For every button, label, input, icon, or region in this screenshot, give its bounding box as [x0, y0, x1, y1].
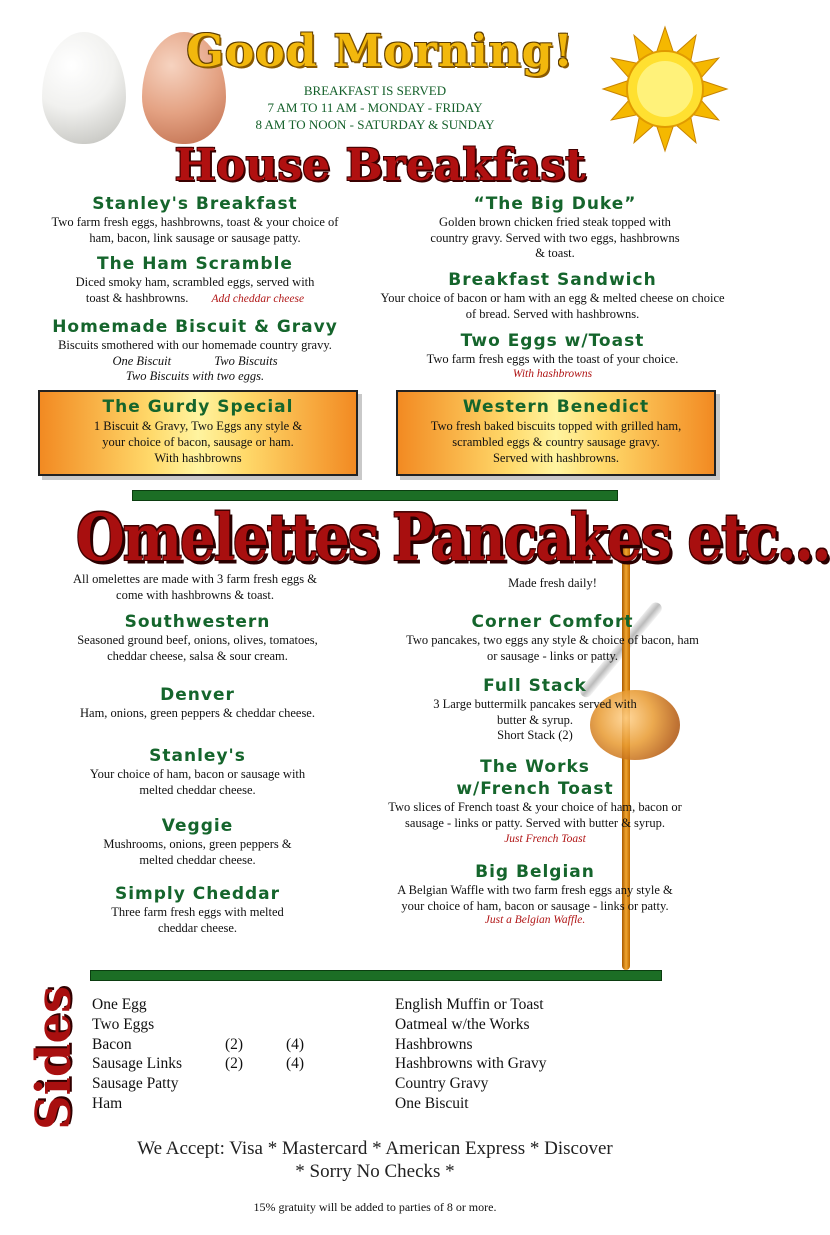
menu-item-simply-cheddar [30, 883, 365, 936]
intro-text: All omelettes are made with 3 farm fresh eggs & come with hashbrowns & toast. [72, 572, 318, 602]
item-description: A Belgian Waffle with two farm fresh eggs any style & your choice of ham, bacon or sausage - links or patty. [397, 883, 673, 913]
item-name: The Ham Scramble [97, 254, 293, 274]
side-item: Country Gravy [395, 1075, 489, 1093]
short-stack-option: Short Stack (2) [497, 728, 573, 742]
menu-item-southwestern [30, 611, 365, 664]
item-description: Your choice of ham, bacon or sausage with melted cheddar cheese. [89, 767, 306, 797]
item-description: Two farm fresh eggs, hashbrowns, toast & your choice of ham, bacon, link sausage or sausage patty. [51, 215, 339, 245]
menu-item-veggie [30, 815, 365, 868]
menu-item-corner-comfort [385, 611, 720, 664]
item-name: Corner Comfort [471, 612, 634, 632]
side-item [92, 1074, 352, 1094]
intro-text: Made fresh daily! [508, 576, 597, 590]
item-name: Stanley's Breakfast [92, 194, 298, 214]
item-name: “The Big Duke” [473, 194, 637, 214]
add-on-note: With hashbrowns [512, 367, 593, 380]
menu-item-breakfast-sandwich [380, 269, 725, 322]
item-name: Big Belgian [475, 862, 595, 882]
side-item [92, 995, 352, 1015]
item-name: Breakfast Sandwich [448, 270, 657, 290]
item-description: Ham, onions, green peppers & cheddar cheese. [80, 706, 315, 720]
house-breakfast-heading: House Breakfast [174, 140, 586, 191]
item-name: Homemade Biscuit & Gravy [52, 317, 338, 337]
item-description: Three farm fresh eggs with melted cheddar cheese. [111, 905, 284, 935]
side-item [92, 1035, 352, 1055]
special-line-2: scrambled eggs & country sausage gravy. [452, 435, 660, 449]
white-egg-image [42, 32, 126, 144]
menu-item-biscuit-gravy [30, 316, 360, 385]
side-name: Sausage Patty [92, 1075, 179, 1093]
pancakes-heading: Pancakes etc... [392, 500, 830, 576]
side-item [92, 1015, 352, 1035]
menu-item-stanleys-omelette [30, 745, 365, 798]
side-name: Bacon [92, 1035, 132, 1053]
item-name: Western Benedict [462, 397, 650, 417]
hours-line-3: 8 AM TO NOON - SATURDAY & SUNDAY [255, 117, 495, 132]
omelettes-intro [45, 572, 345, 603]
gratuity-notice: 15% gratuity will be added to parties of 8 or more. [253, 1200, 497, 1214]
menu-item-big-belgian [385, 861, 685, 926]
page-title: Good Morning! [186, 26, 574, 77]
side-name: Two Eggs [92, 1015, 155, 1033]
sides-heading-wrap [20, 985, 90, 1130]
item-description: Two pancakes, two eggs any style & choice of bacon, ham or sausage - links or patty. [406, 633, 699, 663]
payment-methods: We Accept: Visa * Mastercard * American Express * Discover [137, 1138, 613, 1159]
item-description-wrap [30, 275, 360, 307]
special-line-1: 1 Biscuit & Gravy, Two Eggs any style & [93, 419, 303, 433]
side-name: One Egg [92, 996, 147, 1013]
side-item [92, 1054, 352, 1074]
sides-heading: Sides [26, 985, 82, 1130]
item-name: The Gurdy Special [102, 397, 294, 417]
add-on-note: Just French Toast [504, 833, 586, 845]
side-item: English Muffin or Toast [395, 996, 544, 1013]
sides-list-right [395, 995, 655, 1114]
item-name: Denver [160, 685, 235, 705]
side-name: Sausage Links [92, 1055, 182, 1073]
option-two-biscuits-eggs: Two Biscuits with two eggs. [125, 369, 265, 383]
item-description: Two slices of French toast & your choice of ham, bacon or sausage - links or patty. Served with butter & syrup. [388, 800, 682, 830]
option-one-biscuit: One Biscuit [112, 353, 172, 368]
add-on-note: Just a Belgian Waffle. [484, 914, 586, 926]
special-line-3: With hashbrowns [154, 451, 242, 465]
side-item: Hashbrowns [395, 1035, 473, 1053]
item-description: Mushrooms, onions, green peppers & melted cheddar cheese. [103, 837, 292, 867]
item-description: 3 Large buttermilk pancakes served with butter & syrup. [433, 697, 637, 727]
special-line-3: Served with hashbrowns. [492, 451, 620, 465]
menu-item-ham-scramble [30, 253, 360, 307]
pancakes-intro [385, 576, 720, 592]
item-description: Your choice of bacon or ham with an egg & melted cheese on choice of bread. Served with hashbrowns. [380, 291, 725, 321]
menu-item-stanleys-breakfast [30, 193, 360, 246]
menu-item-denver [30, 684, 365, 722]
hours-line-1: BREAKFAST IS SERVED [303, 83, 447, 98]
side-qty-large: (4) [286, 1055, 305, 1073]
menu-item-big-duke [390, 193, 720, 262]
item-name: Simply Cheddar [114, 884, 281, 904]
side-name: Ham [92, 1094, 123, 1112]
special-line-2: your choice of bacon, sausage or ham. [102, 435, 294, 449]
item-name: Veggie [161, 816, 234, 836]
item-name: Southwestern [124, 612, 271, 632]
menu-item-two-eggs-toast [385, 330, 720, 380]
item-name: Stanley's [149, 746, 246, 766]
hours-line-2: 7 AM TO 11 AM - MONDAY - FRIDAY [267, 100, 483, 115]
no-checks-notice: * Sorry No Checks * [295, 1161, 455, 1182]
item-description-wrap [385, 800, 685, 848]
side-item: Hashbrowns with Gravy [395, 1055, 547, 1073]
special-gurdy-box [38, 390, 358, 476]
item-name: The Works [480, 757, 590, 777]
side-qty-small: (2) [225, 1055, 244, 1073]
item-description: Diced smoky ham, scrambled eggs, served with toast & hashbrowns. [75, 275, 315, 305]
item-name: Full Stack [483, 676, 587, 696]
side-item: Oatmeal w/the Works [395, 1015, 530, 1033]
item-description: Biscuits smothered with our homemade country gravy. [58, 338, 332, 352]
add-on-note: Add cheddar cheese [211, 292, 305, 305]
sides-list-left [92, 995, 352, 1114]
item-options [30, 354, 360, 370]
item-name-line-2: w/French Toast [456, 779, 614, 799]
menu-item-full-stack [385, 675, 685, 744]
side-qty-large: (4) [286, 1035, 305, 1053]
special-western-benedict-box [396, 390, 716, 476]
side-item: One Biscuit [395, 1094, 469, 1112]
omelettes-heading: Omelettes [76, 500, 378, 576]
menu-item-the-works [385, 756, 685, 848]
item-name: Two Eggs w/Toast [460, 331, 645, 351]
option-two-biscuits: Two Biscuits [214, 353, 278, 368]
side-item [92, 1094, 352, 1114]
divider-rule-bottom [90, 970, 662, 981]
item-description: Two farm fresh eggs with the toast of your choice. [426, 352, 679, 366]
special-line-1: Two fresh baked biscuits topped with grilled ham, [430, 419, 682, 433]
item-description: Golden brown chicken fried steak topped with country gravy. Served with two eggs, hashbrowns & toast. [430, 215, 680, 260]
item-description: Seasoned ground beef, onions, olives, tomatoes, cheddar cheese, salsa & sour cream. [77, 633, 318, 663]
side-qty-small: (2) [225, 1035, 244, 1053]
